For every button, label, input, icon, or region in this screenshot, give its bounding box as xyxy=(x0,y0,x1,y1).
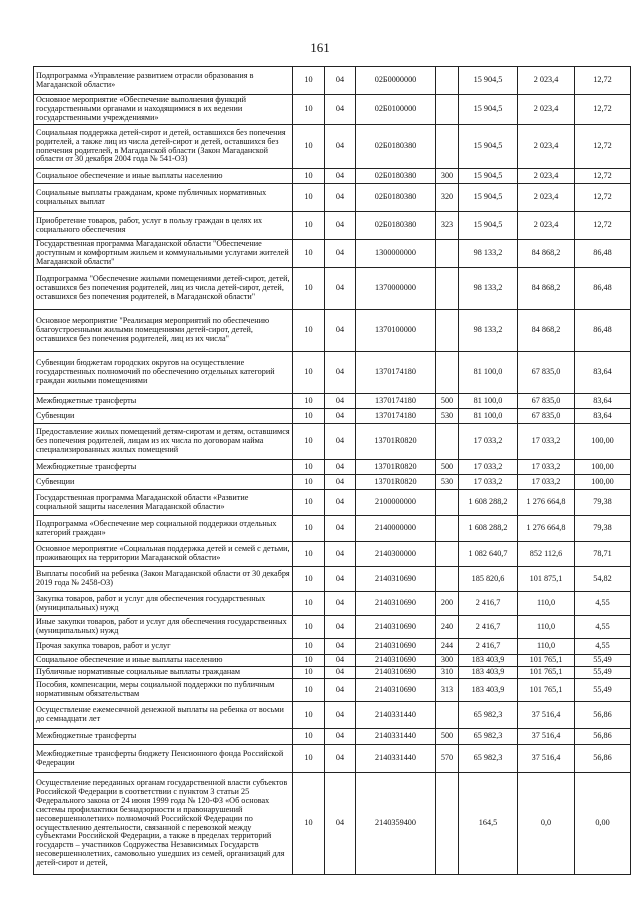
cell-executed: 37 516,4 xyxy=(518,729,575,745)
cell-planned: 183 403,9 xyxy=(459,655,518,667)
cell-section: 10 xyxy=(293,67,325,95)
cell-name: Выплаты пособий на ребенка (Закон Магаданской области от 30 декабря 2019 года № 2458-ОЗ) xyxy=(34,567,293,592)
cell-subsection: 04 xyxy=(325,125,356,169)
cell-executed: 101 765,1 xyxy=(518,655,575,667)
cell-expense-type: 530 xyxy=(436,409,459,424)
cell-expense-type: 323 xyxy=(436,212,459,240)
cell-planned: 185 820,6 xyxy=(459,567,518,592)
table-row xyxy=(34,409,631,424)
table-row xyxy=(34,95,631,125)
cell-percent: 12,72 xyxy=(575,212,631,240)
cell-planned: 17 033,2 xyxy=(459,475,518,490)
cell-percent: 12,72 xyxy=(575,125,631,169)
table-row xyxy=(34,729,631,745)
cell-section: 10 xyxy=(293,639,325,655)
cell-section: 10 xyxy=(293,542,325,567)
cell-executed: 110,0 xyxy=(518,639,575,655)
cell-target-code: 1370000000 xyxy=(356,268,436,310)
cell-target-code: 2140300000 xyxy=(356,542,436,567)
cell-target-code: 2140310690 xyxy=(356,655,436,667)
cell-target-code: 1370174180 xyxy=(356,394,436,409)
table-row xyxy=(34,667,631,679)
cell-expense-type: 320 xyxy=(436,184,459,212)
cell-percent: 55,49 xyxy=(575,679,631,702)
cell-subsection: 04 xyxy=(325,745,356,773)
cell-target-code: 2140310690 xyxy=(356,592,436,616)
cell-executed: 2 023,4 xyxy=(518,125,575,169)
table-row xyxy=(34,639,631,655)
cell-subsection: 04 xyxy=(325,592,356,616)
cell-target-code: 2140331440 xyxy=(356,729,436,745)
cell-planned: 98 133,2 xyxy=(459,240,518,268)
cell-executed: 110,0 xyxy=(518,592,575,616)
cell-expense-type xyxy=(436,310,459,352)
cell-executed: 101 765,1 xyxy=(518,679,575,702)
cell-planned: 2 416,7 xyxy=(459,639,518,655)
cell-name: Публичные нормативные социальные выплаты гражданам xyxy=(34,667,293,679)
cell-percent: 4,55 xyxy=(575,639,631,655)
cell-planned: 1 082 640,7 xyxy=(459,542,518,567)
table-row xyxy=(34,592,631,616)
cell-expense-type xyxy=(436,702,459,729)
cell-executed: 37 516,4 xyxy=(518,702,575,729)
cell-section: 10 xyxy=(293,475,325,490)
cell-name: Социальное обеспечение и иные выплаты населению xyxy=(34,169,293,184)
cell-percent: 12,72 xyxy=(575,184,631,212)
cell-subsection: 04 xyxy=(325,409,356,424)
cell-expense-type: 500 xyxy=(436,394,459,409)
cell-target-code: 13701R0820 xyxy=(356,475,436,490)
cell-percent: 100,00 xyxy=(575,475,631,490)
cell-target-code: 13701R0820 xyxy=(356,460,436,475)
cell-subsection: 04 xyxy=(325,460,356,475)
cell-section: 10 xyxy=(293,679,325,702)
cell-executed: 84 868,2 xyxy=(518,240,575,268)
cell-expense-type: 530 xyxy=(436,475,459,490)
cell-subsection: 04 xyxy=(325,184,356,212)
cell-target-code: 2140310690 xyxy=(356,567,436,592)
cell-section: 10 xyxy=(293,745,325,773)
cell-subsection: 04 xyxy=(325,567,356,592)
cell-percent: 79,38 xyxy=(575,516,631,542)
cell-target-code: 2140331440 xyxy=(356,745,436,773)
cell-percent: 55,49 xyxy=(575,655,631,667)
cell-percent: 12,72 xyxy=(575,95,631,125)
cell-executed: 1 276 664,8 xyxy=(518,516,575,542)
cell-section: 10 xyxy=(293,567,325,592)
cell-target-code: 13701R0820 xyxy=(356,424,436,460)
cell-section: 10 xyxy=(293,184,325,212)
table-row xyxy=(34,424,631,460)
cell-target-code: 1370174180 xyxy=(356,352,436,394)
table-row xyxy=(34,616,631,639)
cell-subsection: 04 xyxy=(325,310,356,352)
cell-planned: 15 904,5 xyxy=(459,125,518,169)
cell-executed: 67 835,0 xyxy=(518,409,575,424)
cell-section: 10 xyxy=(293,516,325,542)
cell-percent: 83,64 xyxy=(575,394,631,409)
table-row xyxy=(34,679,631,702)
cell-expense-type xyxy=(436,773,459,875)
cell-expense-type xyxy=(436,567,459,592)
table-row xyxy=(34,212,631,240)
table-body xyxy=(34,67,631,875)
cell-target-code: 02Б0180380 xyxy=(356,184,436,212)
cell-name: Социальные выплаты гражданам, кроме публичных нормативных социальных выплат xyxy=(34,184,293,212)
table-row xyxy=(34,169,631,184)
cell-planned: 65 982,3 xyxy=(459,702,518,729)
cell-name: Субвенции xyxy=(34,475,293,490)
cell-executed: 2 023,4 xyxy=(518,95,575,125)
table-row xyxy=(34,745,631,773)
cell-percent: 86,48 xyxy=(575,240,631,268)
cell-section: 10 xyxy=(293,394,325,409)
cell-name: Государственная программа Магаданской области «Развитие социальной защиты населения Магаданской области» xyxy=(34,490,293,516)
cell-target-code: 2140310690 xyxy=(356,679,436,702)
cell-target-code: 2140310690 xyxy=(356,639,436,655)
cell-target-code: 2140310690 xyxy=(356,616,436,639)
cell-percent: 55,49 xyxy=(575,667,631,679)
cell-subsection: 04 xyxy=(325,655,356,667)
cell-executed: 101 765,1 xyxy=(518,667,575,679)
cell-planned: 81 100,0 xyxy=(459,352,518,394)
cell-name: Подпрограмма "Обеспечение жилыми помещениями детей-сирот, детей, оставшихся без попечения родителей, лиц из числа детей-сирот, детей, оставшихся без попечения родителей, в Магаданской области" xyxy=(34,268,293,310)
cell-percent: 86,48 xyxy=(575,310,631,352)
cell-section: 10 xyxy=(293,212,325,240)
table-row xyxy=(34,310,631,352)
cell-subsection: 04 xyxy=(325,702,356,729)
cell-expense-type: 313 xyxy=(436,679,459,702)
cell-subsection: 04 xyxy=(325,424,356,460)
table-row xyxy=(34,655,631,667)
cell-percent: 86,48 xyxy=(575,268,631,310)
cell-executed: 84 868,2 xyxy=(518,268,575,310)
cell-section: 10 xyxy=(293,409,325,424)
cell-expense-type xyxy=(436,240,459,268)
cell-executed: 67 835,0 xyxy=(518,394,575,409)
cell-planned: 15 904,5 xyxy=(459,67,518,95)
cell-section: 10 xyxy=(293,424,325,460)
cell-executed: 2 023,4 xyxy=(518,67,575,95)
cell-planned: 2 416,7 xyxy=(459,616,518,639)
cell-subsection: 04 xyxy=(325,516,356,542)
cell-expense-type xyxy=(436,125,459,169)
cell-target-code: 1300000000 xyxy=(356,240,436,268)
cell-planned: 2 416,7 xyxy=(459,592,518,616)
cell-percent: 83,64 xyxy=(575,409,631,424)
cell-planned: 15 904,5 xyxy=(459,212,518,240)
cell-percent: 56,86 xyxy=(575,745,631,773)
table-row xyxy=(34,702,631,729)
cell-section: 10 xyxy=(293,460,325,475)
table-row xyxy=(34,516,631,542)
cell-section: 10 xyxy=(293,310,325,352)
cell-executed: 2 023,4 xyxy=(518,212,575,240)
cell-planned: 81 100,0 xyxy=(459,394,518,409)
cell-executed: 2 023,4 xyxy=(518,184,575,212)
cell-target-code: 1370100000 xyxy=(356,310,436,352)
cell-name: Пособия, компенсации, меры социальной поддержки по публичным нормативным обязательствам xyxy=(34,679,293,702)
cell-subsection: 04 xyxy=(325,542,356,567)
cell-name: Осуществление ежемесячной денежной выплаты на ребенка от восьми до семнадцати лет xyxy=(34,702,293,729)
cell-planned: 17 033,2 xyxy=(459,460,518,475)
cell-section: 10 xyxy=(293,655,325,667)
cell-name: Межбюджетные трансферты xyxy=(34,460,293,475)
cell-planned: 164,5 xyxy=(459,773,518,875)
cell-subsection: 04 xyxy=(325,616,356,639)
table-row xyxy=(34,460,631,475)
cell-expense-type: 244 xyxy=(436,639,459,655)
cell-target-code: 2140310690 xyxy=(356,667,436,679)
cell-executed: 101 875,1 xyxy=(518,567,575,592)
table-row xyxy=(34,352,631,394)
cell-planned: 183 403,9 xyxy=(459,679,518,702)
cell-target-code: 02Б0000000 xyxy=(356,67,436,95)
table-row xyxy=(34,542,631,567)
cell-subsection: 04 xyxy=(325,212,356,240)
cell-executed: 2 023,4 xyxy=(518,169,575,184)
cell-subsection: 04 xyxy=(325,352,356,394)
cell-target-code: 2140000000 xyxy=(356,516,436,542)
cell-percent: 78,71 xyxy=(575,542,631,567)
cell-section: 10 xyxy=(293,616,325,639)
cell-name: Закупка товаров, работ и услуг для обеспечения государственных (муниципальных) нужд xyxy=(34,592,293,616)
cell-executed: 110,0 xyxy=(518,616,575,639)
cell-planned: 65 982,3 xyxy=(459,745,518,773)
budget-table xyxy=(33,66,631,875)
cell-name: Государственная программа Магаданской области "Обеспечение доступным и комфортным жильем и коммунальными услугами жителей Магаданской области" xyxy=(34,240,293,268)
cell-section: 10 xyxy=(293,592,325,616)
cell-planned: 183 403,9 xyxy=(459,667,518,679)
cell-executed: 17 033,2 xyxy=(518,460,575,475)
cell-planned: 98 133,2 xyxy=(459,310,518,352)
cell-percent: 56,86 xyxy=(575,702,631,729)
cell-subsection: 04 xyxy=(325,240,356,268)
cell-percent: 4,55 xyxy=(575,616,631,639)
cell-subsection: 04 xyxy=(325,475,356,490)
table-row xyxy=(34,490,631,516)
cell-expense-type xyxy=(436,67,459,95)
cell-target-code: 02Б0180380 xyxy=(356,169,436,184)
cell-subsection: 04 xyxy=(325,268,356,310)
cell-expense-type: 500 xyxy=(436,729,459,745)
cell-name: Прочая закупка товаров, работ и услуг xyxy=(34,639,293,655)
cell-executed: 17 033,2 xyxy=(518,424,575,460)
cell-planned: 65 982,3 xyxy=(459,729,518,745)
cell-expense-type xyxy=(436,424,459,460)
table-row xyxy=(34,475,631,490)
cell-expense-type xyxy=(436,268,459,310)
cell-section: 10 xyxy=(293,702,325,729)
cell-target-code: 02Б0180380 xyxy=(356,125,436,169)
cell-percent: 12,72 xyxy=(575,67,631,95)
cell-percent: 100,00 xyxy=(575,424,631,460)
cell-section: 10 xyxy=(293,95,325,125)
cell-percent: 83,64 xyxy=(575,352,631,394)
cell-expense-type xyxy=(436,95,459,125)
cell-percent: 0,00 xyxy=(575,773,631,875)
table-row xyxy=(34,125,631,169)
cell-name: Приобретение товаров, работ, услуг в пользу граждан в целях их социального обеспечения xyxy=(34,212,293,240)
cell-percent: 79,38 xyxy=(575,490,631,516)
cell-section: 10 xyxy=(293,667,325,679)
cell-section: 10 xyxy=(293,125,325,169)
cell-name: Межбюджетные трансферты бюджету Пенсионного фонда Российской Федерации xyxy=(34,745,293,773)
cell-expense-type xyxy=(436,352,459,394)
table-row xyxy=(34,773,631,875)
page-number: 161 xyxy=(310,40,330,55)
cell-expense-type xyxy=(436,542,459,567)
cell-target-code: 2140331440 xyxy=(356,702,436,729)
cell-expense-type xyxy=(436,490,459,516)
cell-executed: 0,0 xyxy=(518,773,575,875)
cell-name: Основное мероприятие "Реализация мероприятий по обеспечению благоустроенными жилыми помещениями детей-сирот, детей, оставшихся без попечения родителей, лиц из их числа" xyxy=(34,310,293,352)
cell-planned: 81 100,0 xyxy=(459,409,518,424)
cell-percent: 12,72 xyxy=(575,169,631,184)
cell-subsection: 04 xyxy=(325,394,356,409)
cell-name: Социальная поддержка детей-сирот и детей, оставшихся без попечения родителей, а также лиц из числа детей-сирот и детей, оставшихся без попечения родителей, в Магаданской области (Закон Магаданской области от 30 декабря 2004 года № 541-ОЗ) xyxy=(34,125,293,169)
cell-subsection: 04 xyxy=(325,679,356,702)
table-row xyxy=(34,394,631,409)
cell-name: Основное мероприятие «Социальная поддержка детей и семей с детьми, проживающих на территории Магаданской области» xyxy=(34,542,293,567)
cell-section: 10 xyxy=(293,240,325,268)
table-row xyxy=(34,268,631,310)
cell-executed: 37 516,4 xyxy=(518,745,575,773)
cell-name: Осуществление переданных органам государственной власти субъектов Российской Федерации в соответствии с пунктом 3 статьи 25 Федерального закона от 24 июня 1999 года № 120-ФЗ «Об основах системы профилактики безнадзорности и правонарушений несовершеннолетних» полномочий Российской Федерации по осуществлению деятельности, связанной с перевозкой между субъектами Российской Федерации, а также в пределах территорий государств – участников Содружества Независимых Государств несовершеннолетних, самовольно ушедших из семей, организаций для детей-сирот и детей, xyxy=(34,773,293,875)
cell-name: Межбюджетные трансферты xyxy=(34,729,293,745)
cell-name: Иные закупки товаров, работ и услуг для обеспечения государственных (муниципальных) нужд xyxy=(34,616,293,639)
cell-expense-type xyxy=(436,516,459,542)
cell-section: 10 xyxy=(293,773,325,875)
cell-subsection: 04 xyxy=(325,490,356,516)
cell-subsection: 04 xyxy=(325,667,356,679)
cell-name: Социальное обеспечение и иные выплаты населению xyxy=(34,655,293,667)
cell-planned: 1 608 288,2 xyxy=(459,490,518,516)
cell-subsection: 04 xyxy=(325,169,356,184)
cell-section: 10 xyxy=(293,352,325,394)
cell-target-code: 02Б0180380 xyxy=(356,212,436,240)
cell-percent: 54,82 xyxy=(575,567,631,592)
cell-name: Предоставление жилых помещений детям-сиротам и детям, оставшимся без попечения родителей, лицам из их числа по договорам найма специализированных жилых помещений xyxy=(34,424,293,460)
cell-executed: 852 112,6 xyxy=(518,542,575,567)
cell-subsection: 04 xyxy=(325,639,356,655)
cell-section: 10 xyxy=(293,169,325,184)
cell-expense-type: 570 xyxy=(436,745,459,773)
cell-planned: 15 904,5 xyxy=(459,184,518,212)
cell-executed: 1 276 664,8 xyxy=(518,490,575,516)
cell-name: Основное мероприятие «Обеспечение выполнения функций государственными органами и находящимися в их ведении государственными учреждениями» xyxy=(34,95,293,125)
cell-planned: 1 608 288,2 xyxy=(459,516,518,542)
cell-percent: 100,00 xyxy=(575,460,631,475)
cell-planned: 98 133,2 xyxy=(459,268,518,310)
cell-expense-type: 300 xyxy=(436,169,459,184)
cell-subsection: 04 xyxy=(325,95,356,125)
cell-executed: 67 835,0 xyxy=(518,352,575,394)
cell-name: Субвенции бюджетам городских округов на осуществление государственных полномочий по обеспечению отдельных категорий граждан жилыми помещениями xyxy=(34,352,293,394)
cell-target-code: 1370174180 xyxy=(356,409,436,424)
cell-name: Субвенции xyxy=(34,409,293,424)
cell-expense-type: 310 xyxy=(436,667,459,679)
cell-expense-type: 200 xyxy=(436,592,459,616)
cell-executed: 84 868,2 xyxy=(518,310,575,352)
cell-name: Подпрограмма «Управление развитием отрасли образования в Магаданской области» xyxy=(34,67,293,95)
table-row xyxy=(34,184,631,212)
cell-target-code: 2100000000 xyxy=(356,490,436,516)
cell-subsection: 04 xyxy=(325,773,356,875)
cell-planned: 15 904,5 xyxy=(459,169,518,184)
cell-percent: 4,55 xyxy=(575,592,631,616)
cell-section: 10 xyxy=(293,268,325,310)
cell-target-code: 2140359400 xyxy=(356,773,436,875)
cell-expense-type: 300 xyxy=(436,655,459,667)
cell-expense-type: 500 xyxy=(436,460,459,475)
cell-subsection: 04 xyxy=(325,729,356,745)
cell-executed: 17 033,2 xyxy=(518,475,575,490)
cell-name: Межбюджетные трансферты xyxy=(34,394,293,409)
cell-target-code: 02Б0100000 xyxy=(356,95,436,125)
cell-subsection: 04 xyxy=(325,67,356,95)
table-row xyxy=(34,567,631,592)
cell-name: Подпрограмма «Обеспечение мер социальной поддержки отдельных категорий граждан» xyxy=(34,516,293,542)
cell-section: 10 xyxy=(293,490,325,516)
table-row xyxy=(34,67,631,95)
cell-planned: 15 904,5 xyxy=(459,95,518,125)
cell-section: 10 xyxy=(293,729,325,745)
table-row xyxy=(34,240,631,268)
cell-expense-type: 240 xyxy=(436,616,459,639)
cell-planned: 17 033,2 xyxy=(459,424,518,460)
cell-percent: 56,86 xyxy=(575,729,631,745)
